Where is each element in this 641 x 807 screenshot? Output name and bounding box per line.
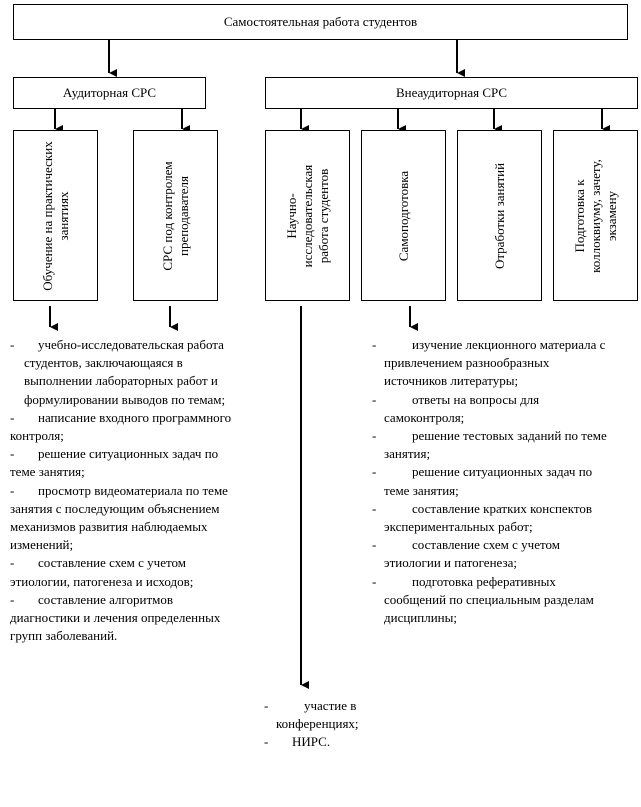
- list-item: [372, 391, 608, 427]
- list-marker: -: [372, 573, 377, 589]
- list-item: [10, 336, 246, 409]
- research-box: [265, 130, 350, 301]
- makeup-label: Отработки занятий: [491, 162, 507, 269]
- research-label: Научно-исследовательская работа студентов: [283, 164, 331, 267]
- list-item-text: составление схем с учетом этиологии и патогенеза;: [384, 537, 560, 571]
- list-item: [372, 573, 608, 628]
- list-marker: -: [372, 537, 377, 553]
- root-title: Самостоятельная работа студентов: [223, 14, 418, 29]
- list-marker: -: [264, 734, 269, 750]
- auditory-activities-list: [10, 336, 246, 645]
- supervised-label: СРС под контролем преподавателя: [159, 160, 191, 271]
- list-marker: -: [372, 391, 377, 407]
- practical-box: [13, 130, 98, 301]
- list-item: [372, 336, 608, 391]
- makeup-box: [457, 130, 542, 301]
- list-item-text: учебно-исследовательская работа студентов, заключающаяся в выполнении лабораторных работ и формулировании выводов по темам;: [24, 337, 226, 407]
- list-marker: -: [10, 337, 15, 352]
- root-box: [13, 4, 628, 40]
- list-item-text: ответы на вопросы для самоконтроля;: [384, 391, 540, 425]
- list-marker: -: [10, 409, 15, 425]
- list-item-text: решение ситуационных задач по теме занятия;: [10, 446, 219, 480]
- list-item-text: составление кратких конспектов экспериментальных работ;: [384, 500, 592, 535]
- self-prep-label: Самоподготовка: [395, 170, 411, 261]
- list-marker: -: [10, 482, 15, 498]
- list-item-text: подготовка реферативных сообщений по специальным разделам дисциплины;: [384, 573, 594, 626]
- list-item: [10, 409, 246, 445]
- list-item: [372, 500, 608, 536]
- list-marker: -: [10, 591, 15, 607]
- list-item: [264, 697, 380, 733]
- research-activities-list: [264, 697, 380, 752]
- list-item: [372, 463, 608, 499]
- practical-label: Обучение на практических занятиях: [39, 140, 71, 291]
- list-item-text: НИРС.: [292, 734, 331, 750]
- list-marker: -: [264, 698, 269, 713]
- auditory-label: Аудиторная СРС: [62, 85, 157, 100]
- list-marker: -: [10, 446, 15, 462]
- list-item-text: участие в конференциях;: [276, 698, 359, 732]
- list-item-text: составление алгоритмов диагностики и лечения определенных групп заболеваний.: [10, 591, 221, 644]
- list-marker: -: [372, 428, 377, 444]
- extra-box: [265, 77, 638, 109]
- list-marker: -: [372, 500, 377, 516]
- list-marker: -: [372, 464, 377, 480]
- list-item: [372, 427, 608, 463]
- list-item-text: решение тестовых заданий по теме занятия;: [384, 428, 607, 462]
- list-item-text: просмотр видеоматериала по теме занятия с последующим объяснением механизмов развития наблюдаемых изменений;: [10, 482, 228, 553]
- list-item-text: написание входного программного контроля;: [10, 409, 232, 444]
- list-item-text: изучение лекционного материала с привлечением разнообразных источников литературы;: [384, 337, 606, 389]
- auditory-box: [13, 77, 206, 109]
- exam-prep-label: Подготовка к коллоквиуму, зачету, экзамену: [571, 158, 619, 273]
- list-item: [10, 445, 246, 481]
- extra-label: Внеаудиторная СРС: [395, 85, 508, 100]
- list-item: [10, 591, 246, 646]
- list-marker: -: [10, 555, 15, 571]
- list-item-text: решение ситуационных задач по теме занятия;: [384, 464, 593, 498]
- list-item: [10, 482, 246, 555]
- list-item: [10, 554, 246, 590]
- self-prep-box: [361, 130, 446, 301]
- list-item: [372, 536, 608, 572]
- list-item-text: составление схем с учетом этиологии, патогенеза и исходов;: [10, 555, 194, 589]
- supervised-box: [133, 130, 218, 301]
- list-item: [264, 733, 380, 751]
- list-marker: -: [372, 337, 377, 352]
- exam-prep-box: [553, 130, 638, 301]
- self-prep-activities-list: [372, 336, 608, 627]
